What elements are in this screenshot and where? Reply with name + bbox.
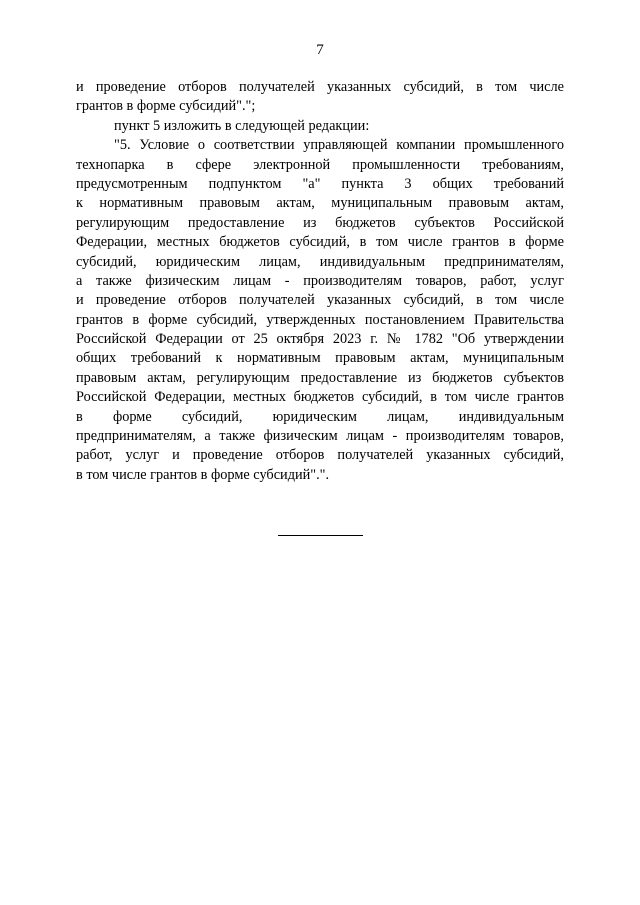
text-line: и проведение отборов получателей указанных субсидий, в том числе [76,292,564,309]
text-line: правовым актам, регулирующим предоставление из бюджетов субъектов [76,369,564,386]
text-line: Федерации, местных бюджетов субсидий, в том числе грантов в форме [76,234,564,251]
end-separator-line [278,535,363,536]
document-body [76,78,564,485]
intro-paragraph [76,78,564,117]
page-number: 7 [316,42,324,58]
text-line: в том числе грантов в форме субсидий".". [76,466,330,483]
text-line: а также физическим лицам - производителям товаров, работ, услуг [76,272,564,289]
text-line: технопарка в сфере электронной промышленности требованиям, [76,156,564,173]
text-line: грантов в форме субсидий, утвержденных постановлением Правительства [76,311,564,328]
text-line: грантов в форме субсидий"."; [76,98,256,115]
text-line: субсидий, юридическим лицам, индивидуальным предпринимателям, [76,253,564,270]
text-line: общих требований к нормативным правовым актам, муниципальным [76,350,564,367]
text-line: предпринимателям, а также физическим лицам - производителям товаров, [76,428,564,445]
text-line: и проведение отборов получателей указанных субсидий, в том числе [76,79,564,95]
text-line: в форме субсидий, юридическим лицам, индивидуальным [76,408,564,425]
clause-paragraph [76,136,564,485]
text-line: к нормативным правовым актам, муниципальным правовым актам, [76,195,564,212]
text-line: Российской Федерации, местных бюджетов субсидий, в том числе грантов [76,389,564,406]
text-line: пункт 5 изложить в следующей редакции: [114,117,370,134]
text-line: предусмотренным подпунктом "а" пункта 3 общих требований [76,175,564,192]
instruction-paragraph [76,117,564,136]
text-line: "5. Условие о соответствии управляющей компании промышленного [114,137,564,154]
text-line: Российской Федерации от 25 октября 2023 г. № 1782 "Об утверждении [76,331,564,348]
text-line: работ, услуг и проведение отборов получателей указанных субсидий, [76,447,564,464]
text-line: регулирующим предоставление из бюджетов субъектов Российской [76,214,564,231]
